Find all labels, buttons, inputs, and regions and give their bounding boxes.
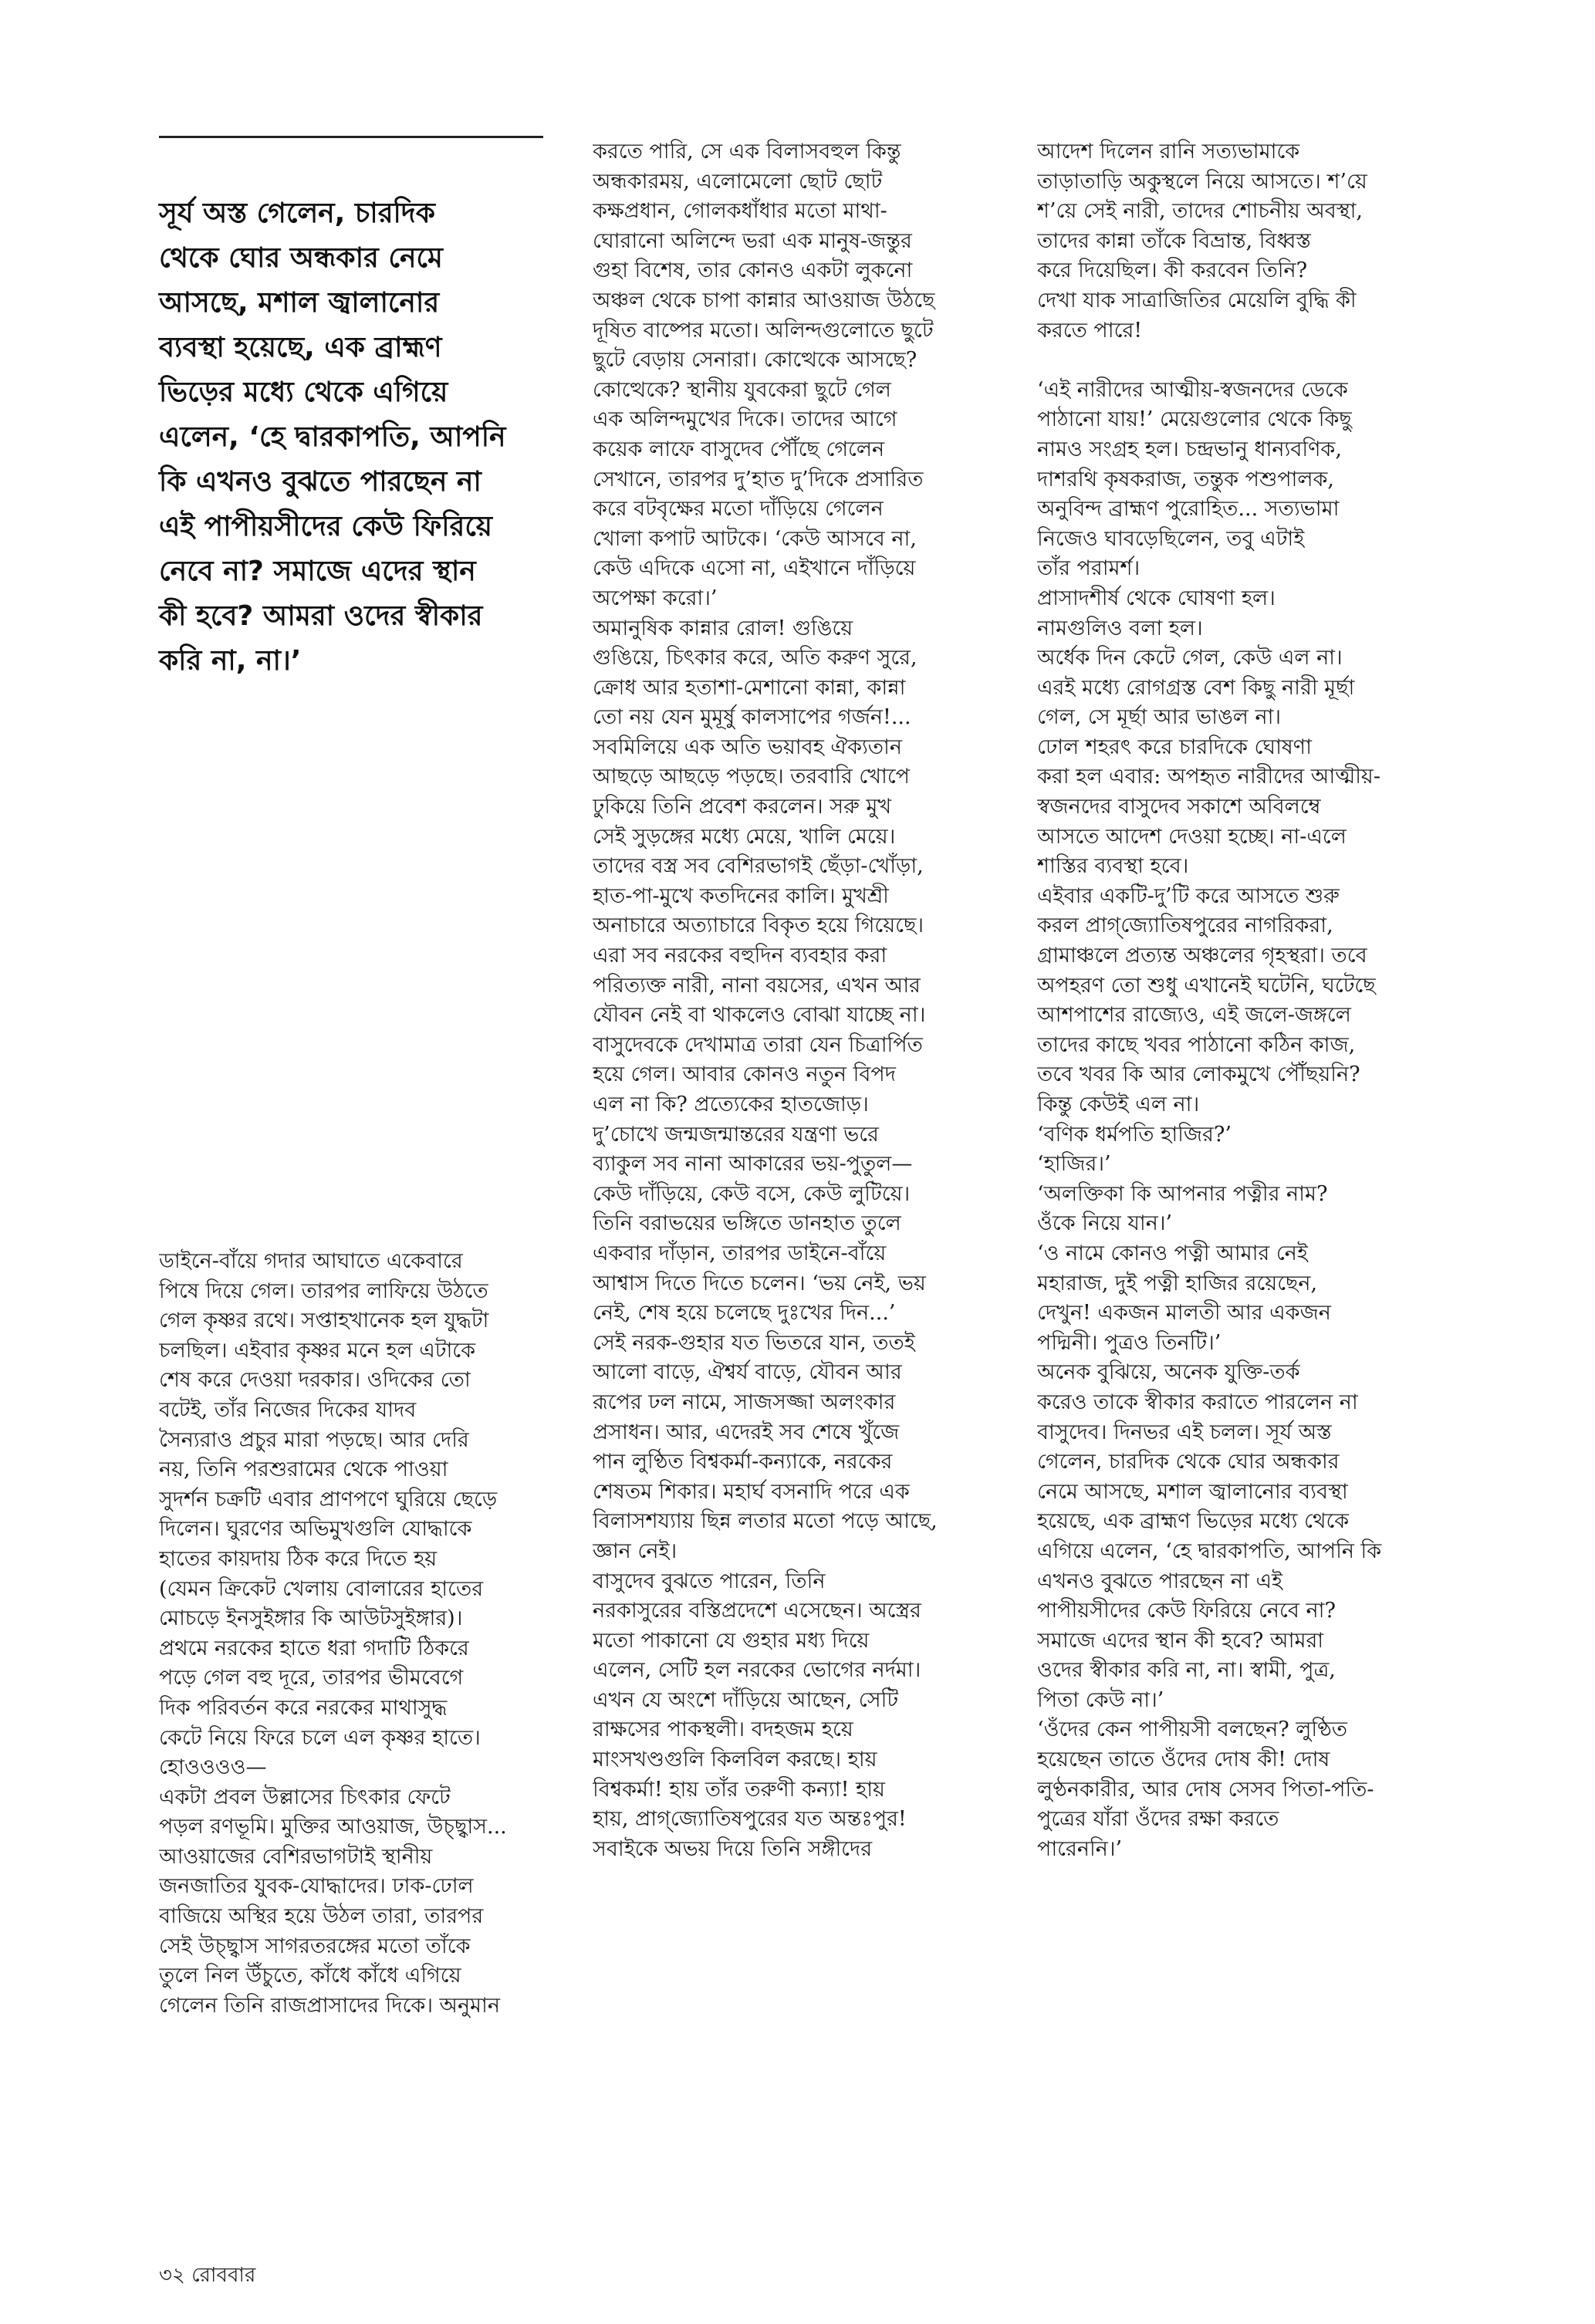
page-number: ৩২ bbox=[159, 2264, 185, 2287]
top-rule bbox=[159, 136, 543, 138]
body-column-2: করতে পারি, সে এক বিলাসবহুল কিন্তু অন্ধকারময়, এলোমেলো ছোট ছোট কক্ষপ্রধান, গোলকধাঁধার মতো মাথা- ঘোরানো অলিন্দে ভরা এক মানুষ-জন্তুর গুহা বিশেষ, তার কোনও একটা লুকনো অঞ্চল থেকে চাপা কান্নার আওয়াজ উঠছে দূষিত বাষ্পের মতো। অলিন্দগুলোতে ছুটে ছুটে বেড়ায় সেনারা। কোত্থেকে আসছে? কোত্থেকে? স্থানীয় যুবকেরা ছুটে গেল এক অলিন্দমুখের দিকে। তাদের আগে কয়েক লাফে বাসুদেব পৌঁছে গেলেন সেখানে, তারপর দু’হাত দু’দিকে প্রসারিত করে বটবৃক্ষের মতো দাঁড়িয়ে গেলেন খোলা কপাট আটকে। ‘কেউ আসবে না, কেউ এদিকে এসো না, এইখানে দাঁড়িয়ে অপেক্ষা করো।’ অমানুষিক কান্নার রোল! গুঙিয়ে গুঙিয়ে, চিৎকার করে, অতি করুণ সুরে, ক্রোধ আর হতাশা-মেশানো কান্না, কান্না তো নয় যেন মুমূর্ষু কালসাপের গর্জন!... সবমিলিয়ে এক অতি ভয়াবহ ঐক্যতান আছড়ে আছড়ে পড়ছে। তরবারি খোপে ঢুকিয়ে তিনি প্রবেশ করলেন। সরু মুখ সেই সুড়ঙ্গের মধ্যে মেয়ে, খালি মেয়ে। তাদের বস্ত্র সব বেশিরভাগই ছেঁড়া-খোঁড়া, হাত-পা-মুখে কতদিনের কালি। মুখশ্রী অনাচারে অত্যাচারে বিকৃত হয়ে গিয়েছে। এরা সব নরকের বহুদিন ব্যবহার করা পরিত্যক্ত নারী, নানা বয়সের, এখন আর যৌবন নেই বা থাকলেও বোঝা যাচ্ছে না। বাসুদেবকে দেখামাত্র তারা যেন চিত্রার্পিত হয়ে গেল। আবার কোনও নতুন বিপদ এল না কি? প্রত্যেকের হাতজোড়। দু’চোখে জন্মজন্মান্তরের যন্ত্রণা ভরে ব্যাকুল সব নানা আকারের ভয়-পুতুল— কেউ দাঁড়িয়ে, কেউ বসে, কেউ লুটিয়ে। তিনি বরাভয়ের ভঙ্গিতে ডানহাত তুলে একবার দাঁড়ান, তারপর ডাইনে-বাঁয়ে আশ্বাস দিতে দিতে চলেন। ‘ভয় নেই, ভয় নেই, শেষ হয়ে চলেছে দুঃখের দিন...’ সেই নরক-গুহার যত ভিতরে যান, ততই আলো বাড়ে, ঐশ্বর্য বাড়ে, যৌবন আর রূপের ঢল নামে, সাজসজ্জা অলংকার প্রসাধন। আর, এদেরই সব শেষে খুঁজে পান লুণ্ঠিত বিশ্বকর্মা-কন্যাকে, নরকের শেষতম শিকার। মহার্ঘ বসনাদি পরে এক বিলাসশয্যায় ছিন্ন লতার মতো পড়ে আছে, জ্ঞান নেই। বাসুদেব বুঝতে পারেন, তিনি নরকাসুরের বস্তিপ্রদেশে এসেছেন। অস্ত্রের মতো পাকানো যে গুহার মধ্য দিয়ে এলেন, সেটি হল নরকের ভোগের নর্দমা। এখন যে অংশে দাঁড়িয়ে আছেন, সেটি রাক্ষসের পাকস্থলী। বদহজম হয়ে মাংসখণ্ডগুলি কিলবিল করছে। হায় বিশ্বকর্মা! হায় তাঁর তরুণী কন্যা! হায় হায়, প্রাগ্‌জ্যোতিষপুরের যত অন্তঃপুর! সবাইকে অভয় দিয়ে তিনি সঙ্গীদের bbox=[593, 140, 938, 1861]
page-footer bbox=[159, 2259, 255, 2293]
pull-quote: সূর্য অস্ত গেলেন, চারদিক থেকে ঘোর অন্ধকার নেমে আসছে, মশাল জ্বালানোর ব্যবস্থা হয়েছে, এক ব্রাহ্মণ ভিড়ের মধ্যে থেকে এগিয়ে এলেন, ‘হে দ্বারকাপতি, আপনি কি এখনও বুঝতে পারছেন না এই পাপীয়সীদের কেউ ফিরিয়ে নেবে না? সমাজে এদের স্থান কী হবে? আমরা ওদের স্বীকার করি না, না।’ bbox=[159, 198, 506, 677]
body-column-1: ডাইনে-বাঁয়ে গদার আঘাতে একেবারে পিষে দিয়ে গেল। তারপর লাফিয়ে উঠতে গেল কৃষ্ণর রথে। সপ্তাহখানেক হল যুদ্ধটা চলছিল। এইবার কৃষ্ণর মনে হল এটাকে শেষ করে দেওয়া দরকার। ওদিকের তো বটেই, তাঁর নিজের দিকের যাদব সৈন্যরাও প্রচুর মারা পড়ছে। আর দেরি নয়, তিনি পরশুরামের থেকে পাওয়া সুদর্শন চক্রটি এবার প্রাণপণে ঘুরিয়ে ছেড়ে দিলেন। ঘুরণের অভিমুখগুলি যোদ্ধাকে হাতের কায়দায় ঠিক করে দিতে হয় (যেমন ক্রিকেট খেলায় বোলারের হাতের মোচড়ে ইনসুইঙ্গার কি আউটসুইঙ্গার)। প্রথমে নরকের হাতে ধরা গদাটি ঠিকরে পড়ে গেল বহু দূরে, তারপর ভীমবেগে দিক পরিবর্তন করে নরকের মাথাসুদ্ধ কেটে নিয়ে ফিরে চলে এল কৃষ্ণর হাতে। হোওওওও— একটা প্রবল উল্লাসের চিৎকার ফেটে পড়ল রণভূমি। মুক্তির আওয়াজ, উচ্ছ্বাস... আওয়াজের বেশিরভাগটাই স্থানীয় জনজাতির যুবক-যোদ্ধাদের। ঢাক-ঢোল বাজিয়ে অস্থির হয়ে উঠল তারা, তারপর সেই উচ্ছ্বাস সাগরতরঙ্গের মতো তাঁকে তুলে নিল উঁচুতে, কাঁধে কাঁধে এগিয়ে গেলেন তিনি রাজপ্রাসাদের দিকে। অনুমান bbox=[159, 1249, 507, 2018]
body-column-3: আদেশ দিলেন রানি সত্যভামাকে তাড়াতাড়ি অকুস্থলে নিয়ে আসতে। শ’য়ে শ’য়ে সেই নারী, তাদের শোচনীয় অবস্থা, তাদের কান্না তাঁকে বিভ্রান্ত, বিধ্বস্ত করে দিয়েছিল। কী করবেন তিনি? দেখা যাক সাত্রাজিতির মেয়েলি বুদ্ধি কী করতে পারে! ‘এই নারীদের আত্মীয়-স্বজনদের ডেকে পাঠানো যায়!’ মেয়েগুলোর থেকে কিছু নামও সংগ্রহ হল। চন্দ্রভানু ধান্যবণিক, দাশরথি কৃষকরাজ, তন্তুক পশুপালক, অনুবিন্দ ব্রাহ্মণ পুরোহিত... সত্যভামা নিজেও ঘাবড়েছিলেন, তবু এটাই তাঁর পরামর্শ। প্রাসাদশীর্ষ থেকে ঘোষণা হল। নামগুলিও বলা হল। অর্ধেক দিন কেটে গেল, কেউ এল না। এরই মধ্যে রোগগ্রস্ত বেশ কিছু নারী মূর্ছা গেল, সে মূর্ছা আর ভাঙল না। ঢোল শহরৎ করে চারদিকে ঘোষণা করা হল এবার: অপহৃত নারীদের আত্মীয়- স্বজনদের বাসুদেব সকাশে অবিলম্বে আসতে আদেশ দেওয়া হচ্ছে। না-এলে শাস্তির ব্যবস্থা হবে। এইবার একটি-দু’টি করে আসতে শুরু করল প্রাগ্‌জ্যোতিষপুরের নাগরিকরা, গ্রামাঞ্চলে প্রত্যন্ত অঞ্চলের গৃহস্থরা। তবে অপহরণ তো শুধু এখানেই ঘটেনি, ঘটেছে আশপাশের রাজ্যেও, এই জলে-জঙ্গলে তাদের কাছে খবর পাঠানো কঠিন কাজ, তবে খবর কি আর লোকমুখে পৌঁছয়নি? কিন্তু কেউই এল না। ‘বণিক ধর্মপতি হাজির?’ ‘হাজির।’ ‘অলক্তিকা কি আপনার পত্নীর নাম? ওঁকে নিয়ে যান।’ ‘ও নামে কোনও পত্নী আমার নেই মহারাজ, দুই পত্নী হাজির রয়েছেন, দেখুন! একজন মালতী আর একজন পদ্মিনী। পুত্রও তিনটি।’ অনেক বুঝিয়ে, অনেক যুক্তি-তর্ক করেও তাকে স্বীকার করাতে পারলেন না বাসুদেব। দিনভর এই চলল। সূর্য অস্ত গেলেন, চারদিক থেকে ঘোর অন্ধকার নেমে আসছে, মশাল জ্বালানোর ব্যবস্থা হয়েছে, এক ব্রাহ্মণ ভিড়ের মধ্যে থেকে এগিয়ে এলেন, ‘হে দ্বারকাপতি, আপনি কি এখনও বুঝতে পারছেন না এই পাপীয়সীদের কেউ ফিরিয়ে নেবে না? সমাজে এদের স্থান কী হবে? আমরা ওদের স্বীকার করি না, না। স্বামী, পুত্র, পিতা কেউ না।’ ‘ওঁদের কেন পাপীয়সী বলছেন? লুণ্ঠিত হয়েছেন তাতে ওঁদের দোষ কী! দোষ লুণ্ঠনকারীর, আর দোষ সেসব পিতা-পতি- পুত্রের যাঁরা ওঁদের রক্ষা করতে পারেননি।’ bbox=[1037, 140, 1382, 1861]
publication-name: রোববার bbox=[191, 2264, 256, 2287]
